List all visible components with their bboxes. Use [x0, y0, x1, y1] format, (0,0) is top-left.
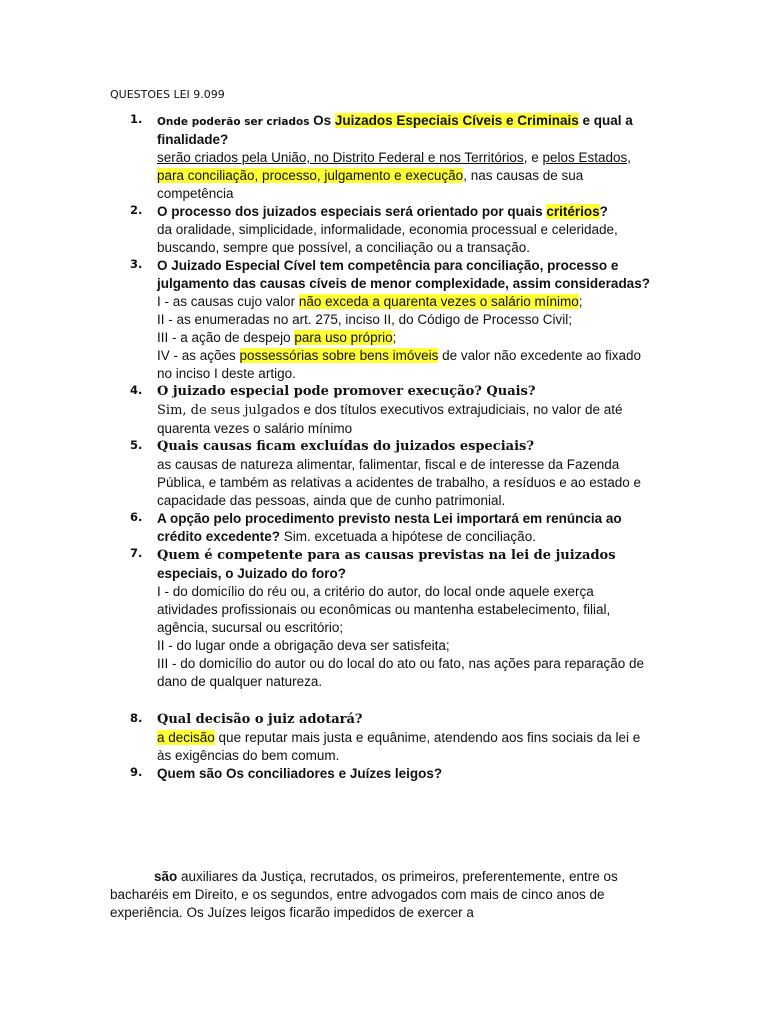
answer-text: as causas de natureza alimentar, falimentar, fiscal e de interesse da Fazenda Pública, e também as relativas a acidentes de trabalho, a resíduos e ao estado e capacidade das pessoas, ainda que de cunho patrimonial. — [157, 457, 642, 508]
answer-text: Sim. excetuada a hipótese de conciliação. — [280, 529, 536, 544]
highlight: possessórias sobre bens imóveis — [239, 348, 439, 363]
answer-line-1: I - do domicílio do réu ou, a critério do autor, do local onde aquele exerça atividades profissionais ou econômicas ou mantenha estabelecimento, filial, agência, sucursal ou escritório; — [157, 584, 611, 635]
item-number: 6. — [130, 510, 143, 524]
question-text: Onde poderão ser criados Os Juizados Especiais Cíveis e Criminais e qual a finalidade? — [157, 113, 633, 147]
item-number: 3. — [130, 257, 143, 271]
question-item-6 — [130, 510, 650, 546]
answer-line-4: IV - as ações possessórias sobre bens imóveis de valor não excedente ao fixado no inciso I deste artigo. — [157, 348, 642, 381]
question-item-4 — [130, 383, 650, 438]
question-item-7 — [130, 546, 650, 691]
answer-line-2: II - as enumeradas no art. 275, inciso II, do Código de Processo Civil; — [157, 312, 572, 327]
item-number: 8. — [130, 711, 143, 725]
question-list — [130, 112, 650, 783]
highlight: a decisão — [157, 730, 215, 745]
question-text: Quais causas ficam excluídas do juizados especiais? — [157, 439, 534, 454]
question-item-9 — [130, 765, 650, 783]
document-title: QUESTOES LEI 9.099 — [110, 88, 225, 101]
answer-text: a decisão que reputar mais justa e equânime, atendendo aos fins sociais da lei e às exigências do bem comum. — [157, 730, 641, 763]
item-number: 1. — [130, 112, 143, 126]
question-text: O processo dos juizados especiais será orientado por quais critérios? — [157, 204, 608, 219]
question-item-8 — [130, 711, 650, 765]
question-item-2 — [130, 203, 650, 257]
question-text: Quem é competente para as causas previstas na lei de juizados especiais, o Juizado do foro? — [157, 548, 616, 581]
item-number: 9. — [130, 765, 143, 779]
question-text: Qual decisão o juiz adotará? — [157, 712, 363, 727]
highlight: para uso próprio — [294, 330, 393, 345]
question-item-5 — [130, 438, 650, 510]
question-item-3 — [130, 257, 650, 383]
closing-paragraph: são auxiliares da Justiça, recrutados, os primeiros, preferentemente, entre os bacharéis em Direito, e os segundos, entre advogados com mais de cinco anos de experiência. Os Juízes leigos ficarão impedidos de exercer a — [110, 869, 618, 920]
question-answer-text — [157, 510, 650, 546]
answer-line-3: III - do domicílio do autor ou do local do ato ou fato, nas ações para reparação de dano de qualquer natureza. — [157, 656, 645, 689]
item-number: 5. — [130, 438, 143, 452]
item-number: 7. — [130, 546, 143, 560]
answer-line-3: III - a ação de despejo para uso próprio; — [157, 330, 397, 345]
highlight: Juizados Especiais Cíveis e Criminais — [334, 113, 579, 128]
item-number: 2. — [130, 203, 143, 217]
question-text: A opção pelo procedimento previsto nesta Lei importará em renúncia ao crédito excedente? — [157, 511, 622, 544]
highlight: não exceda a quarenta vezes o salário mínimo — [298, 294, 579, 309]
answer-text: da oralidade, simplicidade, informalidade, economia processual e celeridade, buscando, sempre que possível, a conciliação ou a transação. — [157, 222, 618, 255]
item-number: 4. — [130, 383, 143, 397]
answer-line-1: I - as causas cujo valor não exceda a quarenta vezes o salário mínimo; — [157, 294, 583, 309]
answer-text: serão criados pela União, no Distrito Federal e nos Territórios, e pelos Estados, para conciliação, processo, julgamento e execução, nas causas de sua competência — [157, 150, 632, 201]
answer-text: Sim, de seus julgados e dos títulos executivos extrajudiciais, no valor de até quarenta vezes o salário mínimo — [157, 402, 623, 436]
highlight: critérios — [546, 204, 600, 219]
answer-line-2: II - do lugar onde a obrigação deva ser satisfeita; — [157, 638, 450, 653]
question-text: O Juizado Especial Cível tem competência para conciliação, processo e julgamento das causas cíveis de menor complexidade, assim consideradas? — [157, 258, 650, 291]
question-text: Quem são Os conciliadores e Juízes leigos? — [157, 766, 443, 781]
highlight: para conciliação, processo, julgamento e execução — [157, 168, 464, 183]
question-item-1 — [130, 112, 650, 203]
question-text: O juizado especial pode promover execução? Quais? — [157, 384, 536, 399]
